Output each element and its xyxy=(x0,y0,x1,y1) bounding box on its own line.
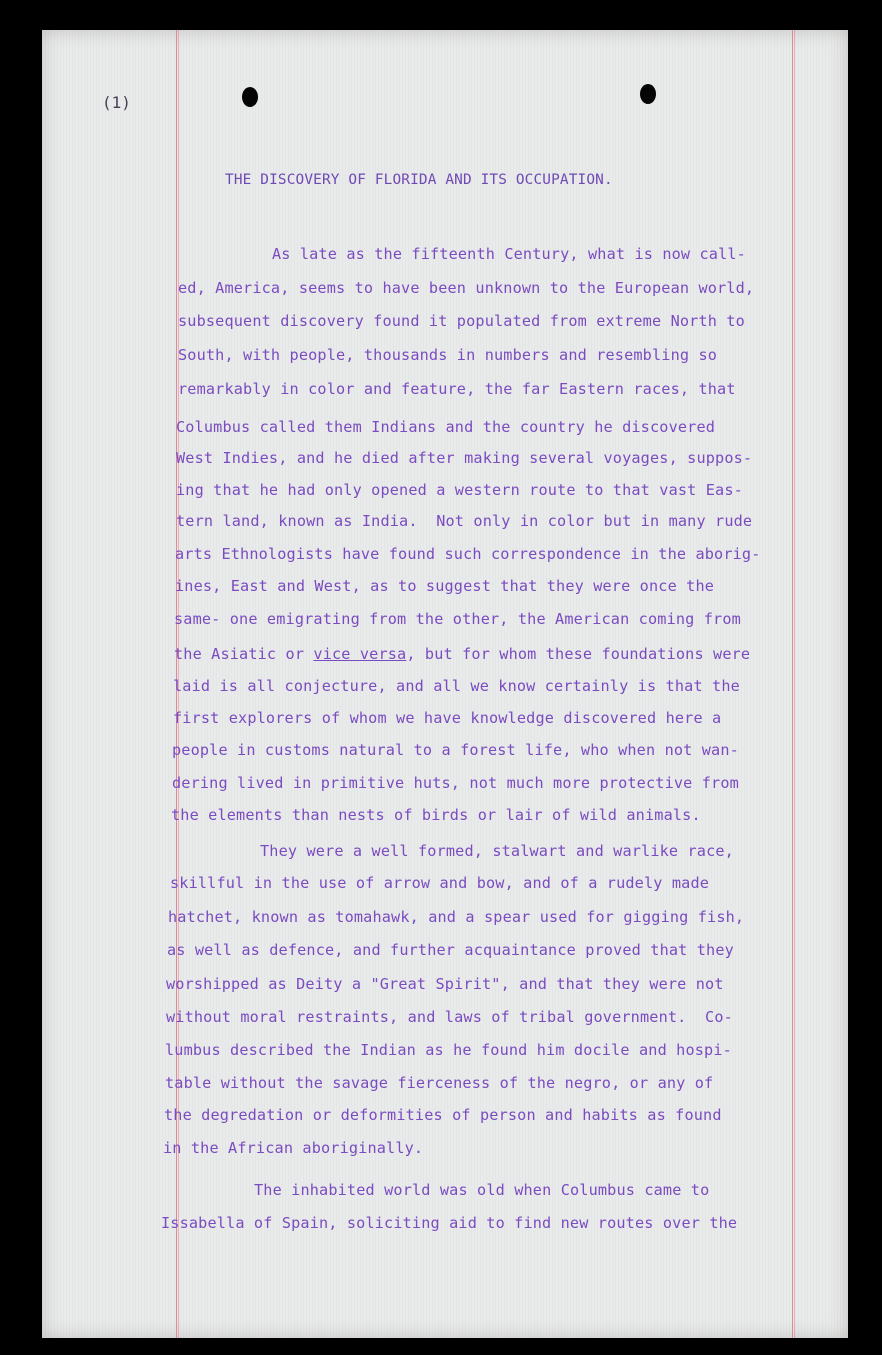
text-line: ing that he had only opened a western route to that vast Eas- xyxy=(176,481,743,499)
document-title: THE DISCOVERY OF FLORIDA AND ITS OCCUPATION. xyxy=(225,172,613,188)
text-line: ed, America, seems to have been unknown to the European world, xyxy=(178,279,755,297)
text-segment: , but for whom these foundations were xyxy=(406,645,751,663)
text-line: the degredation or deformities of person and habits as found xyxy=(164,1106,722,1124)
text-line: skillful in the use of arrow and bow, and of a rudely made xyxy=(170,874,710,892)
text-line: laid is all conjecture, and all we know certainly is that the xyxy=(173,677,740,695)
punch-hole-left xyxy=(242,87,258,107)
right-margin-rule-2 xyxy=(794,30,795,1338)
text-line: same- one emigrating from the other, the American coming from xyxy=(174,610,741,628)
text-line: dering lived in primitive huts, not much more protective from xyxy=(172,774,739,792)
text-line: Columbus called them Indians and the country he discovered xyxy=(176,418,716,436)
text-line: without moral restraints, and laws of tribal government. Co- xyxy=(166,1008,733,1026)
text-line: the elements than nests of birds or lair of wild animals. xyxy=(171,806,701,824)
text-line: They were a well formed, stalwart and warlike race, xyxy=(260,842,734,860)
text-line: table without the savage fierceness of the negro, or any of xyxy=(165,1074,714,1092)
text-line: remarkably in color and feature, the far Eastern races, that xyxy=(178,380,736,398)
text-line-with-emphasis xyxy=(174,645,750,663)
text-line: lumbus described the Indian as he found him docile and hospi- xyxy=(165,1041,732,1059)
text-line: tern land, known as India. Not only in color but in many rude xyxy=(176,512,753,530)
text-line: subsequent discovery found it populated from extreme North to xyxy=(178,312,745,330)
text-line: West Indies, and he died after making several voyages, suppos- xyxy=(176,449,753,467)
text-line: Issabella of Spain, soliciting aid to find new routes over the xyxy=(161,1214,738,1232)
text-line: worshipped as Deity a "Great Spirit", and that they were not xyxy=(166,975,724,993)
punch-hole-right xyxy=(640,84,656,104)
text-line: people in customs natural to a forest life, who when not wan- xyxy=(172,741,739,759)
text-segment: the Asiatic or xyxy=(174,645,314,663)
text-line: As late as the fifteenth Century, what is now call- xyxy=(272,245,746,263)
text-line: hatchet, known as tomahawk, and a spear used for gigging fish, xyxy=(168,908,745,926)
right-margin-rule xyxy=(792,30,793,1338)
text-line: ines, East and West, as to suggest that they were once the xyxy=(175,577,715,595)
text-line: as well as defence, and further acquaintance proved that they xyxy=(167,941,734,959)
text-line: The inhabited world was old when Columbus came to xyxy=(254,1181,710,1199)
underlined-phrase: vice versa xyxy=(313,645,407,663)
text-line: first explorers of whom we have knowledge discovered here a xyxy=(173,709,722,727)
text-line: in the African aboriginally. xyxy=(163,1139,424,1157)
text-line: arts Ethnologists have found such correspondence in the aborig- xyxy=(175,545,761,563)
page-number: (1) xyxy=(102,93,131,112)
text-line: South, with people, thousands in numbers and resembling so xyxy=(178,346,718,364)
